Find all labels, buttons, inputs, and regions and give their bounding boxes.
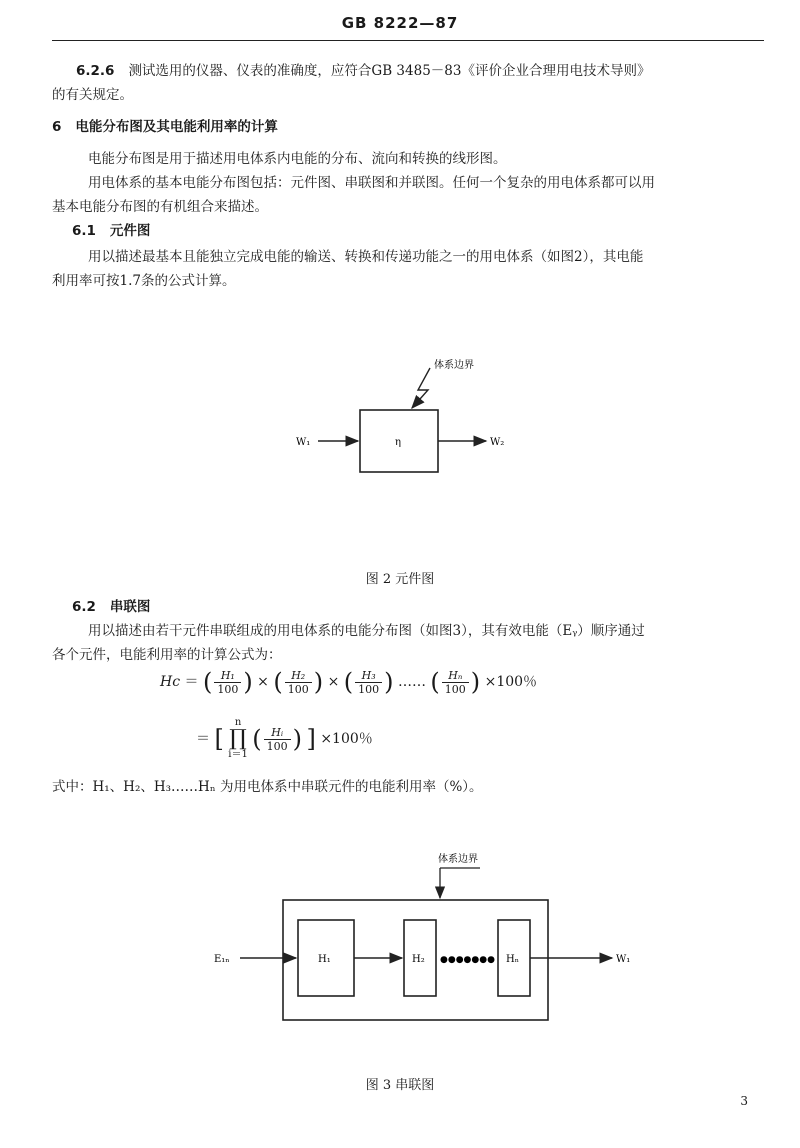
fraction-denominator: 100 [444, 682, 466, 696]
fraction-numerator: Hᵢ [264, 726, 291, 740]
boundary-label: 体系边界 [438, 854, 478, 865]
block-2-label: H₂ [412, 954, 425, 965]
para-62-line1: 用以描述由若干元件串联组成的用电体系的电能分布图（如图3），其有效电能（Eᵧ）顺序通过 [88, 623, 645, 639]
where-line: 式中：H₁、H₂、H₃……Hₙ 为用电体系中串联元件的电能利用率（%）。 [52, 779, 483, 795]
section-number: 6.1 [72, 223, 96, 239]
figure-2-caption: 图 2 元件图 [365, 572, 435, 587]
para-62-line2: 各个元件，电能利用率的计算公式为： [52, 647, 282, 663]
product-superscript: n [234, 717, 242, 728]
fraction-denominator: 100 [217, 682, 239, 696]
boundary-label: 体系边界 [434, 360, 474, 371]
fraction-numerator: H₃ [355, 669, 382, 683]
para-6-p2-line1: 用电体系的基本电能分布图包括：元件图、串联图和并联图。任何一个复杂的用电体系都可以用 [88, 175, 655, 191]
figure-3-caption: 图 3 串联图 [365, 1078, 435, 1093]
formula-lhs: Hc [160, 674, 181, 690]
section-title: 元件图 [109, 223, 151, 239]
para-6-p2-line2: 基本电能分布图的有机组合来描述。 [52, 199, 268, 215]
para-6-p1: 电能分布图是用于描述用电体系内电能的分布、流向和转换的线形图。 [88, 151, 507, 167]
section-title: 串联图 [109, 599, 151, 615]
fraction-denominator: 100 [358, 682, 380, 696]
times-sign: × [327, 674, 340, 690]
series-dots: ●●●●●●● [440, 955, 495, 965]
input-label: E₁ₙ [214, 954, 230, 965]
fraction-numerator: H₁ [214, 669, 241, 683]
formula-row-1: Hc ＝ ( $\frac{\text{H₁}}{100}$ ) × ( $\frac{\text{H₂}}{100}$ ) × ( $\frac{\text{H₃}}{100}$ ) …… ( $\frac{\text{Hₙ}}{100}$ ) ×100％ [160, 668, 538, 696]
element-label: η [395, 437, 401, 448]
formula-tail: ×100％ [484, 674, 538, 690]
formula-tail: ×100％ [320, 731, 373, 747]
output-label: W₂ [490, 437, 505, 448]
section-title: 电能分布图及其电能利用率的计算 [75, 119, 278, 135]
block-1-label: H₁ [318, 954, 331, 965]
formula-equals: ＝ [196, 731, 210, 747]
para-61-line1: 用以描述最基本且能独立完成电能的输送、转换和传递功能之一的用电体系（如图2），其电能 [88, 249, 644, 265]
para-text: 测试选用的仪器、仪表的准确度，应符合GB 3485－83《评价企业合理用电技术导则》 [128, 63, 651, 79]
fraction-numerator: H₂ [285, 669, 312, 683]
output-label: W₁ [616, 954, 631, 965]
product-symbol: ∏ [229, 726, 247, 751]
fraction-denominator: 100 [266, 739, 288, 753]
block-n-label: Hₙ [506, 954, 520, 965]
section-number: 6 [52, 119, 62, 135]
section-number: 6.2.6 [76, 63, 115, 79]
page-header: GB 8222—87 [341, 14, 459, 32]
ellipsis: …… [397, 674, 426, 690]
product-subscript: i＝1 [228, 749, 248, 760]
fraction-numerator: Hₙ [442, 669, 469, 683]
input-label: W₁ [296, 437, 311, 448]
formula-equals: ＝ [184, 674, 199, 690]
para-626-line2: 的有关规定。 [52, 87, 133, 103]
para-61-line2: 利用率可按1.7条的公式计算。 [52, 273, 236, 289]
section-number: 6.2 [72, 599, 96, 615]
fraction-denominator: 100 [287, 682, 309, 696]
page-number: 3 [740, 1094, 748, 1108]
times-sign: × [257, 674, 269, 690]
formula-row-2: ＝ [ n ∏ i＝1 ( $\frac{\text{Hᵢ}}{100}$ ) ] ×100％ [196, 717, 373, 760]
